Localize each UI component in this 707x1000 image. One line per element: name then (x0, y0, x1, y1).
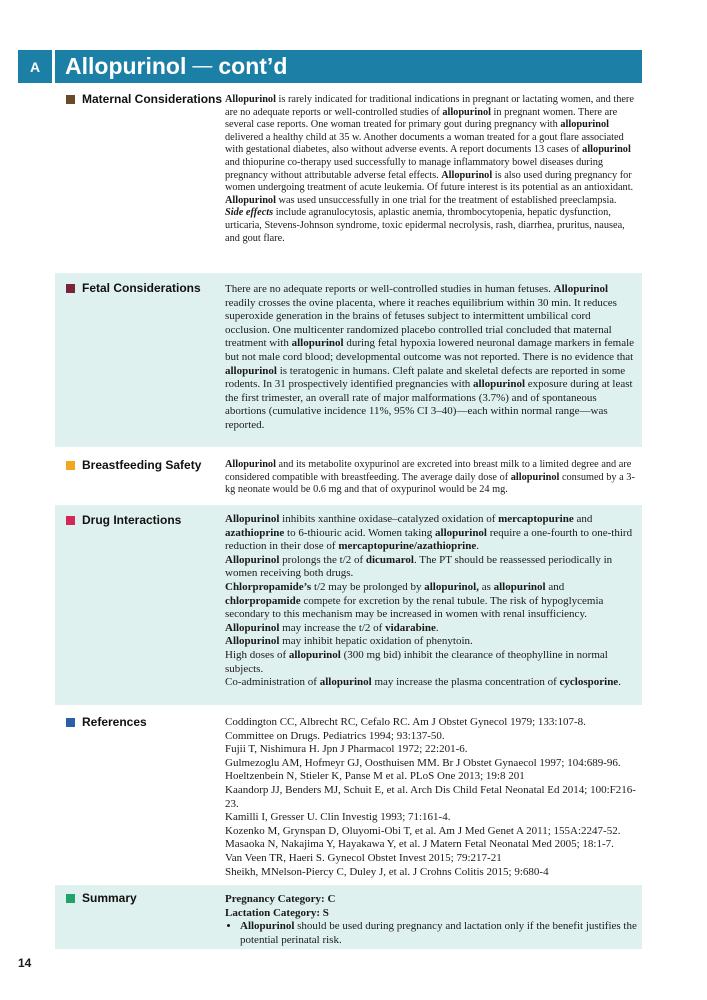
reference-item: Coddington CC, Albrecht RC, Cefalo RC. Am J Obstet Gynecol 1979; 133:107-8. (225, 716, 586, 728)
reference-item: Masaoka N, Nakajima Y, Hayakawa Y, et al. J Matern Fetal Neonatal Med 2005; 18:1-7. (225, 838, 614, 851)
maternal-body (225, 94, 637, 245)
drug-paragraph: Co-administration of allopurinol may increase the plasma concentration of cyclosporine. (225, 676, 621, 689)
drug-paragraph: Chlorpropamide’s t/2 may be prolonged by allopurinol, as allopurinol and chlorpropamide compete for excretion by the renal tubule. The risk of hypoglycemia secondary to this mechanism may be increased in women with renal insufficiency. (225, 580, 604, 621)
drug-body (225, 513, 637, 690)
section-label-summary: Summary (82, 891, 137, 905)
reference-item: Kaandorp JJ, Benders MJ, Schuit E, et al. Arch Dis Child Fetal Neonatal Ed 2014; 100:F216-23. (225, 783, 636, 810)
drug-paragraph: Allopurinol may inhibit hepatic oxidation of phenytoin. (225, 635, 473, 648)
section-references (55, 708, 642, 883)
maternal-paragraph: Allopurinol is rarely indicated for traditional indications in pregnant or lactating women, and there are no adequate reports or well-controlled studies of allopurinol in pregnant women. There are several case reports. One woman treated for primary gout during pregnancy with allopurinol delivered a healthy child at 35 w. Another documents a woman treated for a gout flare associated with gestational diabetes, also without adverse events. A report documents 13 cases of allopurinol and thiopurine co-therapy used successfully to manage inflammatory bowel diseases during pregnancy without attributable adverse fetal effects. Allopurinol is also used during pregnancy for women undergoing treatment of acute leukemia. Of future interest is its potential as an antioxidant. Allopurinol was used unsuccessfully in one trial for the treatment of established preeclampsia. (225, 94, 634, 206)
drug-paragraph: High doses of allopurinol (300 mg bid) inhibit the clearance of theophylline in normal subjects. (225, 648, 608, 675)
drug-name: Allopurinol (65, 53, 187, 79)
section-maternal-considerations (55, 88, 642, 270)
breastfeeding-body (225, 459, 637, 497)
maternal-square-icon (66, 95, 75, 104)
section-summary (55, 885, 642, 949)
title-dash: — (192, 55, 213, 77)
section-drug-interactions (55, 505, 642, 705)
references-body (225, 716, 637, 879)
reference-item: Fujii T, Nishimura H. Jpn J Pharmacol 1972; 22:201-6. (225, 743, 468, 756)
maternal-side-effects: Side effects include agranulocytosis, aplastic anemia, thrombocytopenia, hepatic dysfunction, urticaria, Stevens-Johnson syndrome, toxic epidermal necrolysis, rash, diarrhea, pruritus, nausea, and gout flare. (225, 207, 625, 244)
reference-item: Kamilli I, Gresser U. Clin Investig 1993; 71:161-4. (225, 811, 451, 824)
pregnancy-category: Pregnancy Category: C (225, 893, 336, 905)
reference-item: Sheikh, MNelson-Piercy C, Duley J, et al. J Crohns Colitis 2015; 9:680-4 (225, 865, 549, 878)
summary-bullet: • Allopurinol should be used during pregnancy and lactation only if the benefit justifies the potential perinatal risk. (240, 920, 637, 947)
section-label-fetal: Fetal Considerations (82, 281, 201, 295)
fetal-body (225, 283, 637, 433)
page-title (55, 50, 642, 83)
section-label-references: References (82, 715, 147, 729)
drug-paragraph: Allopurinol inhibits xanthine oxidase–catalyzed oxidation of mercaptopurine and azathioprine to 6-thiouric acid. Women taking allopurinol require a one-fourth to one-third reduction in their dose of mercaptopurine/azathioprine. (225, 513, 633, 553)
summary-square-icon (66, 894, 75, 903)
reference-item: Hoeltzenbein N, Stieler K, Panse M et al. PLoS One 2013; 19:8 201 (225, 770, 525, 783)
reference-item: Gulmezoglu AM, Hofmeyr GJ, Oosthuisen MM. Br J Obstet Gynaecol 1997; 104:689-96. (225, 756, 621, 769)
summary-bullet-list (225, 920, 637, 947)
drug-paragraph: Allopurinol prolongs the t/2 of dicumarol. The PT should be reassessed periodically in women receiving both drugs. (225, 553, 613, 580)
breastfeeding-square-icon (66, 461, 75, 470)
drug-paragraph: Allopurinol may increase the t/2 of vidarabine. (225, 621, 439, 634)
page-number: 14 (18, 956, 32, 970)
drug-square-icon (66, 516, 75, 525)
reference-item: Kozenko M, Grynspan D, Oluyomi-Obi T, et al. Am J Med Genet A 2011; 155A:2247-52. (225, 824, 621, 837)
summary-body (225, 893, 637, 947)
section-fetal-considerations (55, 273, 642, 447)
references-square-icon (66, 718, 75, 727)
lactation-category: Lactation Category: S (225, 906, 329, 919)
section-label-breastfeeding: Breastfeeding Safety (82, 458, 202, 472)
breastfeeding-paragraph: Allopurinol and its metabolite oxypurinol are excreted into breast milk to a limited degree and are considered compatible with breastfeeding. The average daily dose of allopurinol consumed by a 3-kg neonate would be 0.6 mg and that of oxypurinol would be 24 mg. (225, 459, 635, 496)
section-letter-tab: A (18, 50, 52, 83)
fetal-paragraph: There are no adequate reports or well-controlled studies in human fetuses. Allopurinol readily crosses the ovine placenta, where it reaches equilibrium within 30 min. It reduces superoxide generation in the brains of fetuses subject to intermittent umbilical cord occlusion. One multicenter randomized placebo controlled trial concluded that maternal treatment with allopurinol during fetal hypoxia lowered neuronal damage markers in female but not male cord blood; developmental outcome was not reported. There is no evidence that allopurinol is teratogenic in humans. Cleft palate and skeletal defects are reported in some rodents. In 31 prospectively identified pregnancies with allopurinol exposure during at least the first trimester, an overall rate of major malformations (3.7%) and of spontaneous abortions (cumulative incidence 11%, 95% CI 3–40)—each within normal range—was reported. (225, 283, 635, 431)
section-label-drug: Drug Interactions (82, 513, 182, 527)
section-breastfeeding-safety (55, 451, 642, 503)
title-continued: cont’d (218, 53, 288, 79)
reference-item: Van Veen TR, Haeri S. Gynecol Obstet Invest 2015; 79:217-21 (225, 851, 502, 864)
reference-item: Committee on Drugs. Pediatrics 1994; 93:137-50. (225, 729, 445, 742)
fetal-square-icon (66, 284, 75, 293)
section-label-maternal: Maternal Considerations (82, 92, 223, 106)
